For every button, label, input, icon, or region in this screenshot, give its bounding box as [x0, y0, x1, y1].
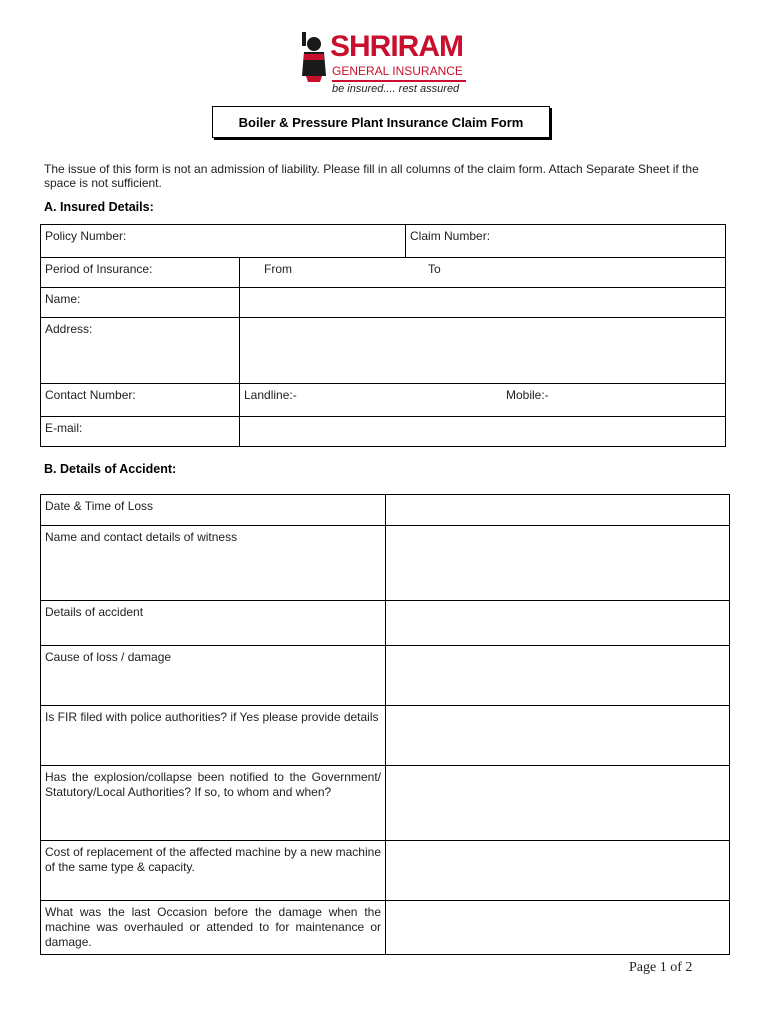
accident-details-table	[40, 494, 730, 955]
accident-row-field[interactable]	[386, 841, 730, 901]
name-label: Name:	[41, 288, 240, 318]
policy-number-field[interactable]: Policy Number:	[41, 225, 406, 258]
period-from-label: From	[264, 262, 292, 276]
period-label: Period of Insurance:	[41, 258, 240, 288]
logo-brand-text: SHRIRAM	[330, 30, 463, 63]
section-b-title: B. Details of Accident:	[44, 462, 177, 476]
accident-row-label: Is FIR filed with police authorities? if Yes please provide details	[41, 706, 386, 766]
mobile-label: Mobile:-	[506, 388, 549, 402]
accident-row-field[interactable]	[386, 495, 730, 526]
period-to-label: To	[428, 262, 441, 276]
address-field[interactable]	[240, 318, 726, 384]
contact-label: Contact Number:	[41, 384, 240, 417]
accident-row-field[interactable]	[386, 766, 730, 841]
insured-details-table	[40, 224, 726, 447]
logo-tagline: be insured.... rest assured	[332, 83, 460, 95]
intro-text: The issue of this form is not an admission of liability. Please fill in all columns of the claim form. Attach Separate Sheet if the space is not sufficient.	[44, 162, 699, 190]
accident-row-label: Cost of replacement of the affected machine by a new machine of the same type & capacity.	[41, 841, 386, 901]
period-field[interactable]	[240, 258, 726, 288]
email-field[interactable]	[240, 417, 726, 447]
accident-row-field[interactable]	[386, 646, 730, 706]
accident-row-field[interactable]	[386, 901, 730, 955]
accident-row-label: Date & Time of Loss	[41, 495, 386, 526]
accident-row-label: Has the explosion/collapse been notified to the Government/ Statutory/Local Authorities? If so, to whom and when?	[41, 766, 386, 841]
name-field[interactable]	[240, 288, 726, 318]
contact-field[interactable]	[240, 384, 726, 417]
address-label: Address:	[41, 318, 240, 384]
accident-row-label: Cause of loss / damage	[41, 646, 386, 706]
logo-rule	[332, 80, 466, 82]
section-a-title: A. Insured Details:	[44, 200, 154, 214]
email-label: E-mail:	[41, 417, 240, 447]
logo-subtitle: GENERAL INSURANCE	[332, 64, 463, 78]
accident-row-label: What was the last Occasion before the damage when the machine was overhauled or attended to for maintenance or damage.	[41, 901, 386, 955]
form-title: Boiler & Pressure Plant Insurance Claim Form	[212, 106, 550, 138]
page-number: Page 1 of 2	[629, 960, 693, 975]
accident-row-field[interactable]	[386, 706, 730, 766]
accident-row-field[interactable]	[386, 601, 730, 646]
accident-row-label: Name and contact details of witness	[41, 526, 386, 601]
landline-label: Landline:-	[244, 388, 297, 402]
accident-row-label: Details of accident	[41, 601, 386, 646]
accident-row-field[interactable]	[386, 526, 730, 601]
claim-number-field[interactable]: Claim Number:	[406, 225, 726, 258]
company-logo	[296, 30, 470, 96]
